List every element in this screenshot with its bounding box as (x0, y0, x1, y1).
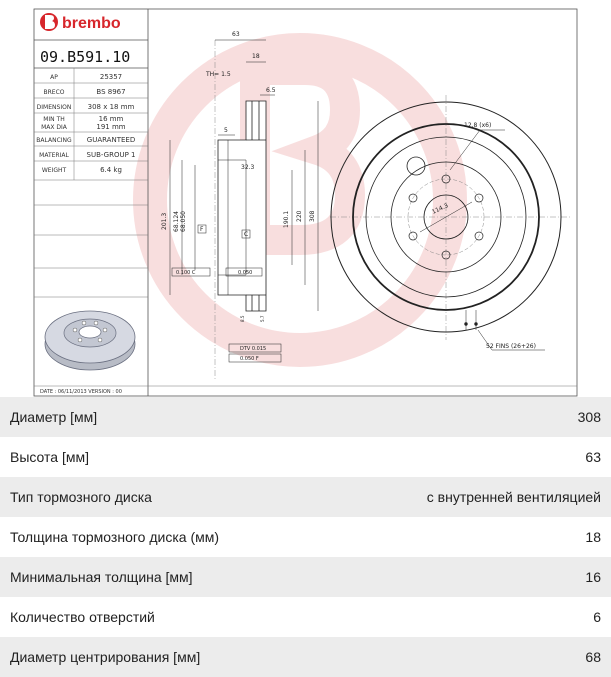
property-value: 308 (577, 409, 601, 425)
brembo-logo (40, 13, 121, 32)
property-row (0, 477, 611, 517)
dim-308: 308 (309, 210, 316, 222)
date-line: DATE : 06/11/2013 VERSION : 00 (40, 389, 122, 395)
dim-holes: 12.8 (x6) (464, 122, 492, 129)
spec-label: BALANCING (36, 137, 72, 144)
tolerance-runout: 0.050 (238, 270, 253, 276)
property-value: 63 (585, 449, 601, 465)
tolerance-dtv: DTV 0.015 (240, 346, 267, 352)
dim-68-050: 68.050 (180, 211, 187, 232)
spec-value: 25357 (99, 73, 123, 81)
property-label: Минимальная толщина [мм] (10, 569, 193, 585)
spec-value: SUB-GROUP 1 (86, 151, 136, 159)
datum-f: F (200, 226, 204, 233)
spec-label: AP (50, 74, 58, 81)
spec-label: MIN TH (43, 116, 65, 123)
property-row (0, 557, 611, 597)
tolerance-runout-c: 0.100 C (176, 270, 196, 276)
dim-pcd: 114.3 (430, 202, 450, 216)
property-label: Толщина тормозного диска (мм) (10, 529, 220, 545)
spec-label: WEIGHT (41, 167, 67, 174)
property-label: Диаметр [мм] (10, 409, 98, 425)
property-value: 68 (585, 649, 601, 665)
spec-value: 191 mm (96, 123, 126, 131)
dim-6-5: 6.5 (266, 87, 276, 94)
property-label: Количество отверстий (10, 609, 155, 625)
dim-63: 63 (232, 31, 240, 38)
dim-32-3: 32.3 (241, 164, 255, 171)
property-label: Диаметр центрирования [мм] (10, 649, 201, 665)
property-value: 18 (585, 529, 601, 545)
dim-5: 5 (224, 127, 228, 134)
property-value: 6 (593, 609, 601, 625)
datum-c: C (244, 231, 249, 238)
dim-18: 18 (252, 53, 260, 60)
dim-220: 220 (296, 210, 303, 222)
spec-label: BRECO (43, 89, 65, 96)
property-row (0, 397, 611, 437)
dim-201-3: 201.3 (161, 212, 168, 230)
spec-value: 6.4 kg (100, 166, 122, 174)
property-value: с внутренней вентиляцией (426, 489, 601, 505)
dim-5-7: 5.7 (260, 315, 265, 322)
spec-value: GUARANTEED (86, 136, 136, 144)
dim-th: TH= 1.5 (206, 71, 231, 78)
spec-label: DIMENSION (36, 104, 72, 111)
brand-name: brembo (62, 15, 121, 32)
spec-label: MATERIAL (39, 152, 69, 159)
property-row (0, 637, 611, 677)
tolerance-flatness: 0.050 F (240, 356, 259, 362)
spec-value: BS 8967 (96, 88, 126, 96)
dim-fins: 52 FINS (26+26) (486, 343, 536, 350)
property-row (0, 597, 611, 637)
properties-table (0, 397, 611, 677)
property-label: Высота [мм] (10, 449, 89, 465)
property-row (0, 437, 611, 477)
property-row (0, 517, 611, 557)
dim-190-1: 190.1 (283, 210, 290, 228)
spec-value: 16 mm (98, 115, 124, 123)
part-number: 09.B591.10 (40, 48, 131, 66)
spec-label: MAX DIA (41, 124, 67, 131)
dim-8-5: 8.5 (240, 315, 245, 322)
property-label: Тип тормозного диска (10, 489, 152, 505)
dim-68-124: 68.124 (173, 211, 180, 232)
property-value: 16 (585, 569, 601, 585)
spec-value: 308 x 18 mm (87, 103, 135, 111)
disc-3d-illustration (45, 311, 135, 370)
